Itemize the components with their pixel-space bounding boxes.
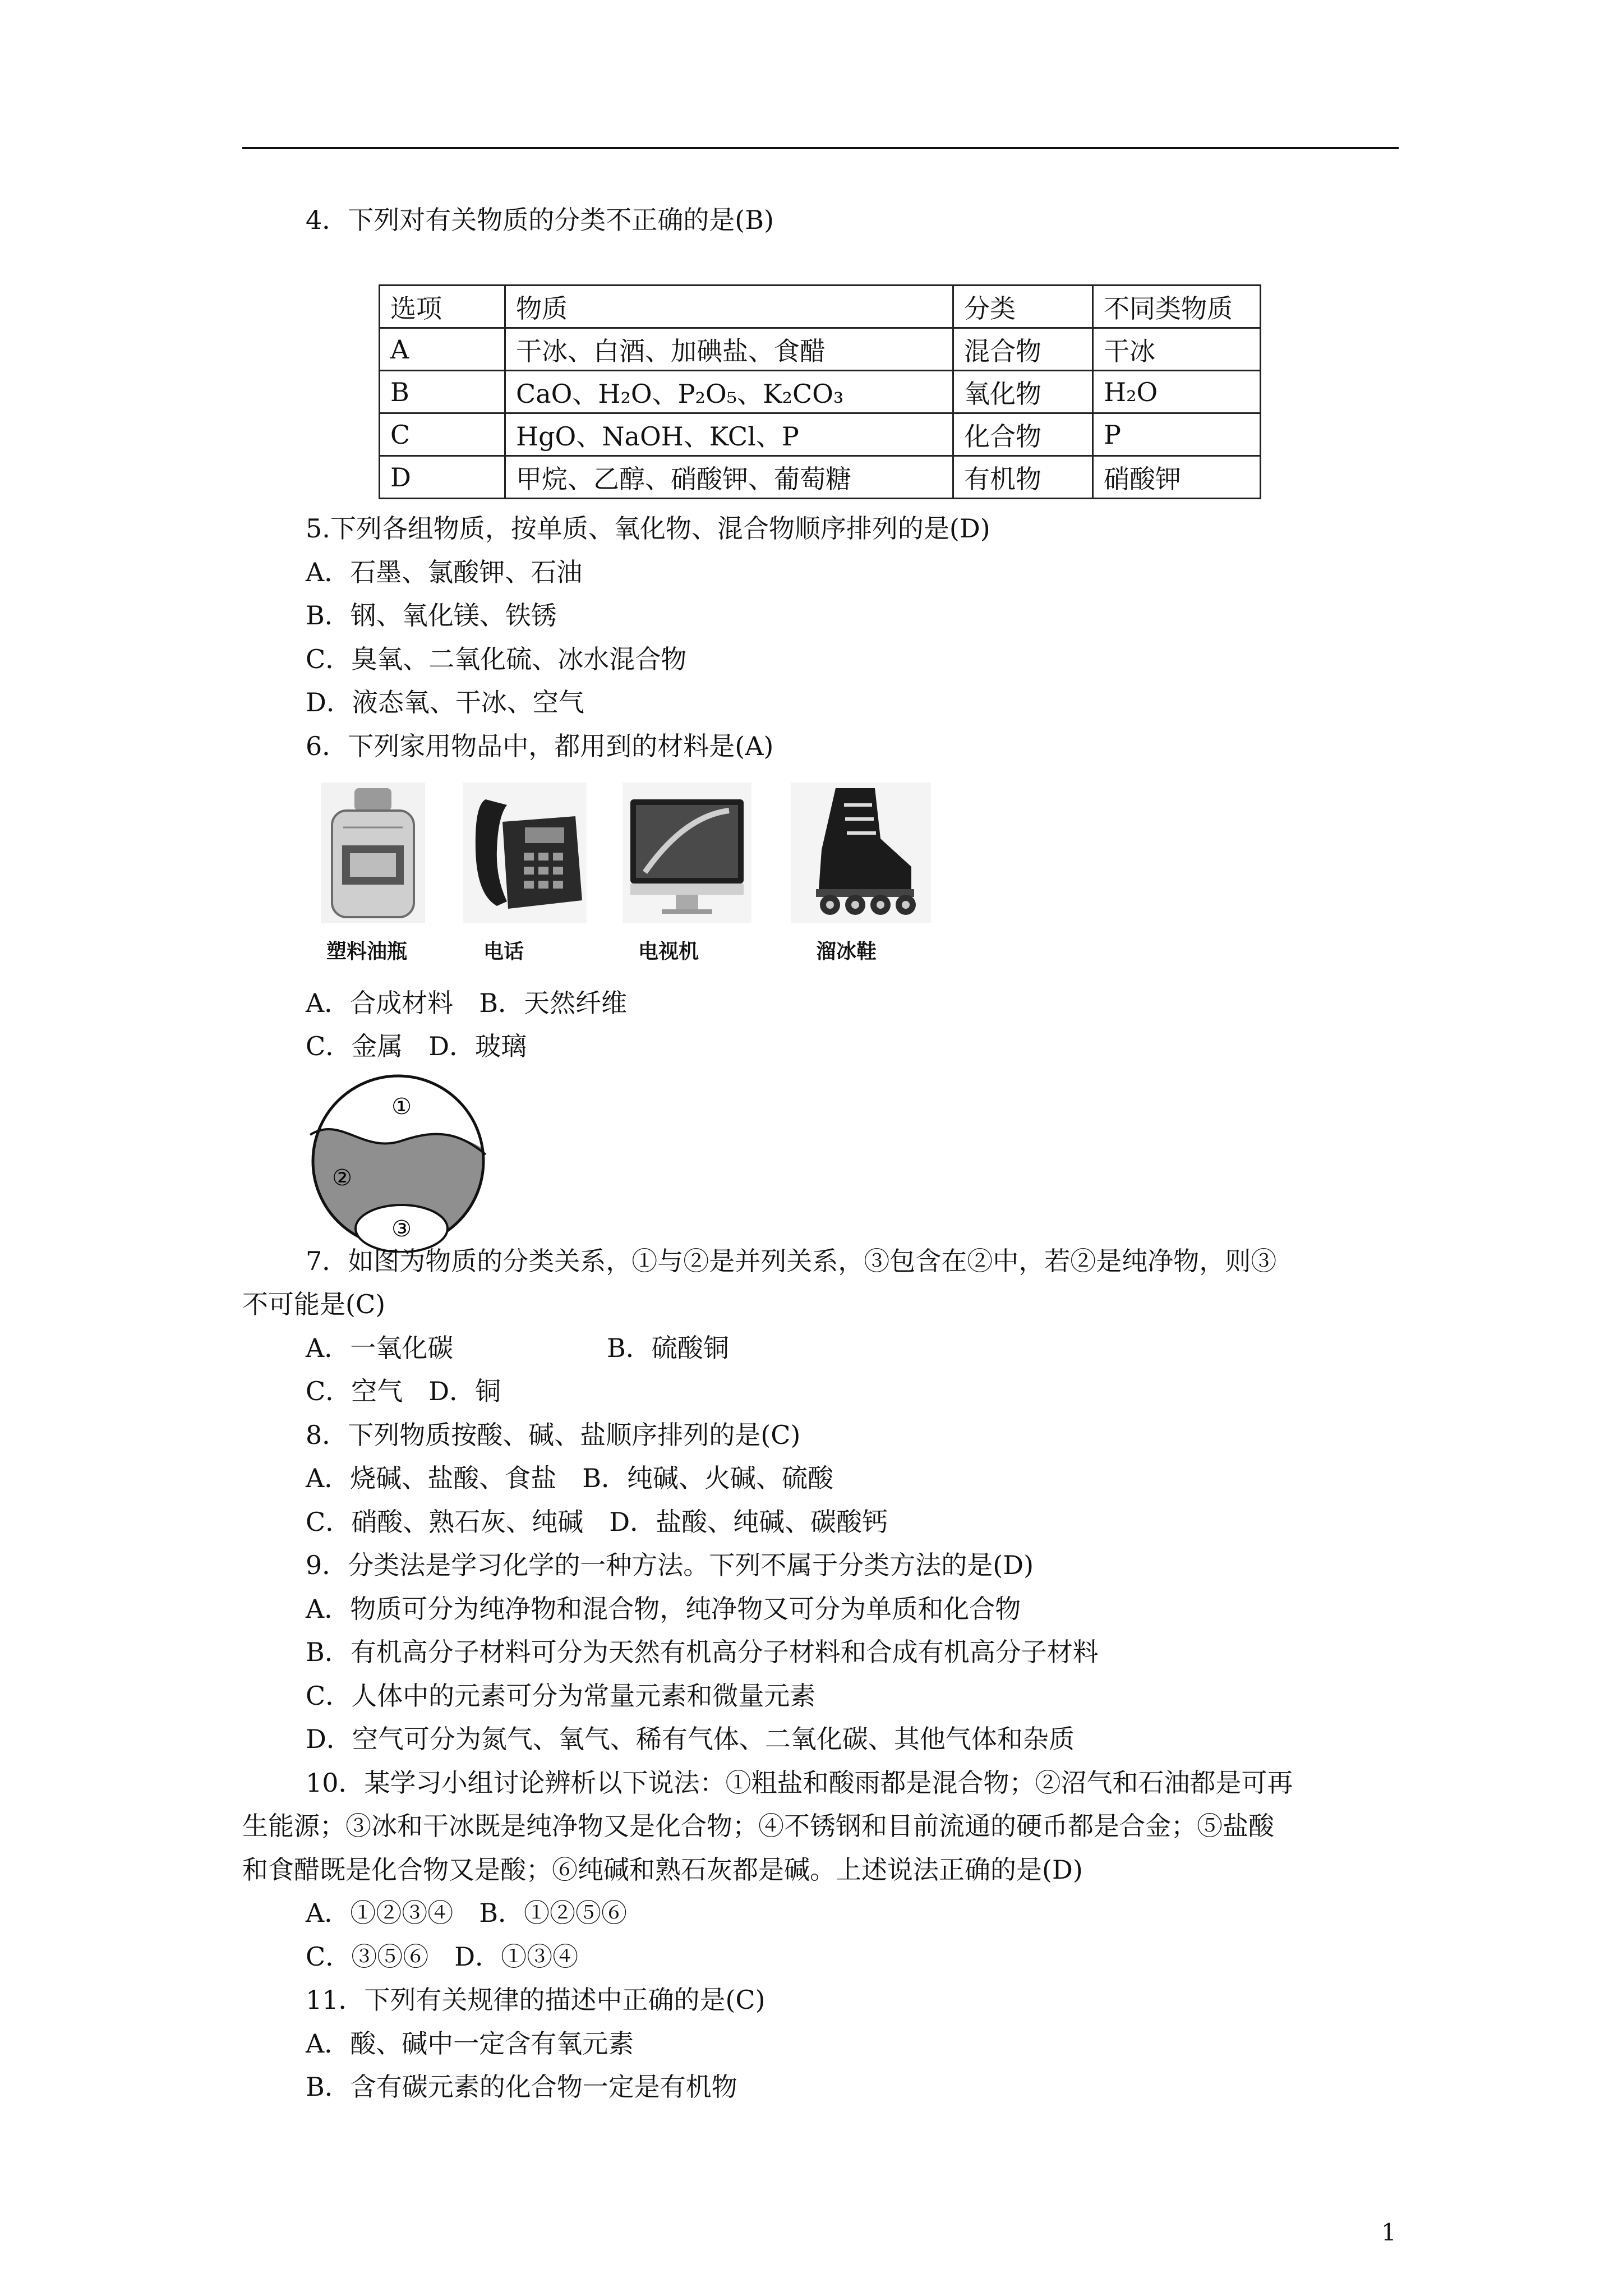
table-cell: 干冰、白酒、加碘盐、食醋 bbox=[505, 328, 953, 371]
table-row bbox=[380, 413, 1261, 456]
caption-plastic-bottle: 塑料油瓶 bbox=[326, 940, 408, 963]
table-row bbox=[380, 328, 1261, 371]
q9-option-b: B．有机高分子材料可分为天然有机高分子材料和合成有机高分子材料 bbox=[306, 1637, 1099, 1667]
q9-option-a: A．物质可分为纯净物和混合物，纯净物又可分为单质和化合物 bbox=[306, 1594, 1021, 1624]
q5-option-c: C．臭氧、二氧化硫、冰水混合物 bbox=[306, 644, 687, 674]
caption-roller-skates: 溜冰鞋 bbox=[816, 940, 877, 963]
q7-option-a: A．一氧化碳 bbox=[306, 1333, 454, 1363]
q7-options-cd: C．空气 D．铜 bbox=[306, 1376, 501, 1406]
q6-options-cd: C．金属 D．玻璃 bbox=[306, 1031, 527, 1061]
table-cell: D bbox=[380, 456, 505, 499]
diagram-label-3: ③ bbox=[391, 1216, 412, 1242]
q10-options-ab: A．①②③④ B．①②⑤⑥ bbox=[306, 1898, 628, 1928]
table-header: 物质 bbox=[505, 286, 953, 328]
table-cell: CaO、H₂O、P₂O₅、K₂CO₃ bbox=[505, 371, 953, 413]
q7-line-2: 不可能是(C) bbox=[242, 1289, 386, 1319]
table-header: 分类 bbox=[953, 286, 1093, 328]
q6-options-ab: A．合成材料 B．天然纤维 bbox=[306, 988, 628, 1018]
q9-title: 9．分类法是学习化学的一种方法。下列不属于分类方法的是(D) bbox=[306, 1550, 1034, 1580]
q6-title: 6．下列家用物品中，都用到的材料是(A) bbox=[306, 731, 774, 761]
table-cell: P bbox=[1093, 413, 1261, 456]
caption-television: 电视机 bbox=[638, 940, 699, 963]
table-cell: H₂O bbox=[1093, 371, 1261, 413]
table-cell: HgO、NaOH、KCl、P bbox=[505, 413, 953, 456]
table-header-row bbox=[380, 286, 1261, 328]
diagram-label-1: ① bbox=[391, 1094, 412, 1120]
q8-options-cd: C．硝酸、熟石灰、纯碱 D．盐酸、纯碱、碳酸钙 bbox=[306, 1507, 888, 1537]
q9-option-c: C．人体中的元素可分为常量元素和微量元素 bbox=[306, 1681, 816, 1711]
table-row bbox=[380, 456, 1261, 499]
classification-table bbox=[379, 284, 1261, 499]
q10-line-3: 和食醋既是化合物又是酸；⑥纯碱和熟石灰都是碱。上述说法正确的是(D) bbox=[242, 1855, 1083, 1885]
table-cell: 有机物 bbox=[953, 456, 1093, 499]
q11-option-b: B．含有碳元素的化合物一定是有机物 bbox=[306, 2072, 737, 2102]
table-cell: 干冰 bbox=[1093, 328, 1261, 371]
q10-options-cd: C．③⑤⑥ D．①③④ bbox=[306, 1941, 579, 1972]
q5-title: 5.下列各组物质，按单质、氧化物、混合物顺序排列的是(D) bbox=[306, 513, 990, 544]
table-cell: C bbox=[380, 413, 505, 456]
q7-line-1: 7．如图为物质的分类关系，①与②是并列关系，③包含在②中，若②是纯净物，则③ bbox=[306, 1246, 1277, 1276]
header-rule bbox=[242, 147, 1399, 149]
q4-title: 4．下列对有关物质的分类不正确的是(B) bbox=[306, 205, 774, 235]
table-cell: 混合物 bbox=[953, 328, 1093, 371]
q8-title: 8．下列物质按酸、碱、盐顺序排列的是(C) bbox=[306, 1420, 801, 1450]
q10-line-1: 10．某学习小组讨论辨析以下说法：①粗盐和酸雨都是混合物；②沼气和石油都是可再 bbox=[306, 1768, 1293, 1798]
television-image bbox=[623, 783, 751, 923]
table-cell: 硝酸钾 bbox=[1093, 456, 1261, 499]
table-header: 选项 bbox=[380, 286, 505, 328]
q8-options-ab: A．烧碱、盐酸、食盐 B．纯碱、火碱、硫酸 bbox=[306, 1463, 834, 1493]
table-header: 不同类物质 bbox=[1093, 286, 1261, 328]
classification-diagram bbox=[307, 1070, 490, 1253]
table-cell: 氧化物 bbox=[953, 371, 1093, 413]
q11-title: 11．下列有关规律的描述中正确的是(C) bbox=[306, 1985, 766, 2015]
q9-option-d: D．空气可分为氮气、氧气、稀有气体、二氧化碳、其他气体和杂质 bbox=[306, 1724, 1075, 1754]
q5-option-a: A．石墨、氯酸钾、石油 bbox=[306, 557, 583, 587]
roller-skate-image bbox=[791, 783, 931, 923]
q5-option-d: D．液态氧、干冰、空气 bbox=[306, 687, 584, 717]
table-cell: 甲烷、乙醇、硝酸钾、葡萄糖 bbox=[505, 456, 953, 499]
page-number: 1 bbox=[1381, 2219, 1396, 2246]
table-cell: 化合物 bbox=[953, 413, 1093, 456]
plastic-bottle-image bbox=[321, 783, 425, 923]
q5-option-b: B．钢、氧化镁、铁锈 bbox=[306, 600, 557, 631]
q7-option-b: B．硫酸铜 bbox=[607, 1333, 729, 1363]
table-row bbox=[380, 371, 1261, 413]
table-cell: A bbox=[380, 328, 505, 371]
telephone-image bbox=[463, 783, 587, 923]
diagram-label-2: ② bbox=[332, 1165, 352, 1191]
q10-line-2: 生能源；③冰和干冰既是纯净物又是化合物；④不锈钢和目前流通的硬币都是合金；⑤盐酸 bbox=[242, 1811, 1274, 1841]
caption-telephone: 电话 bbox=[483, 940, 524, 963]
table-cell: B bbox=[380, 371, 505, 413]
q11-option-a: A．酸、碱中一定含有氧元素 bbox=[306, 2028, 634, 2059]
